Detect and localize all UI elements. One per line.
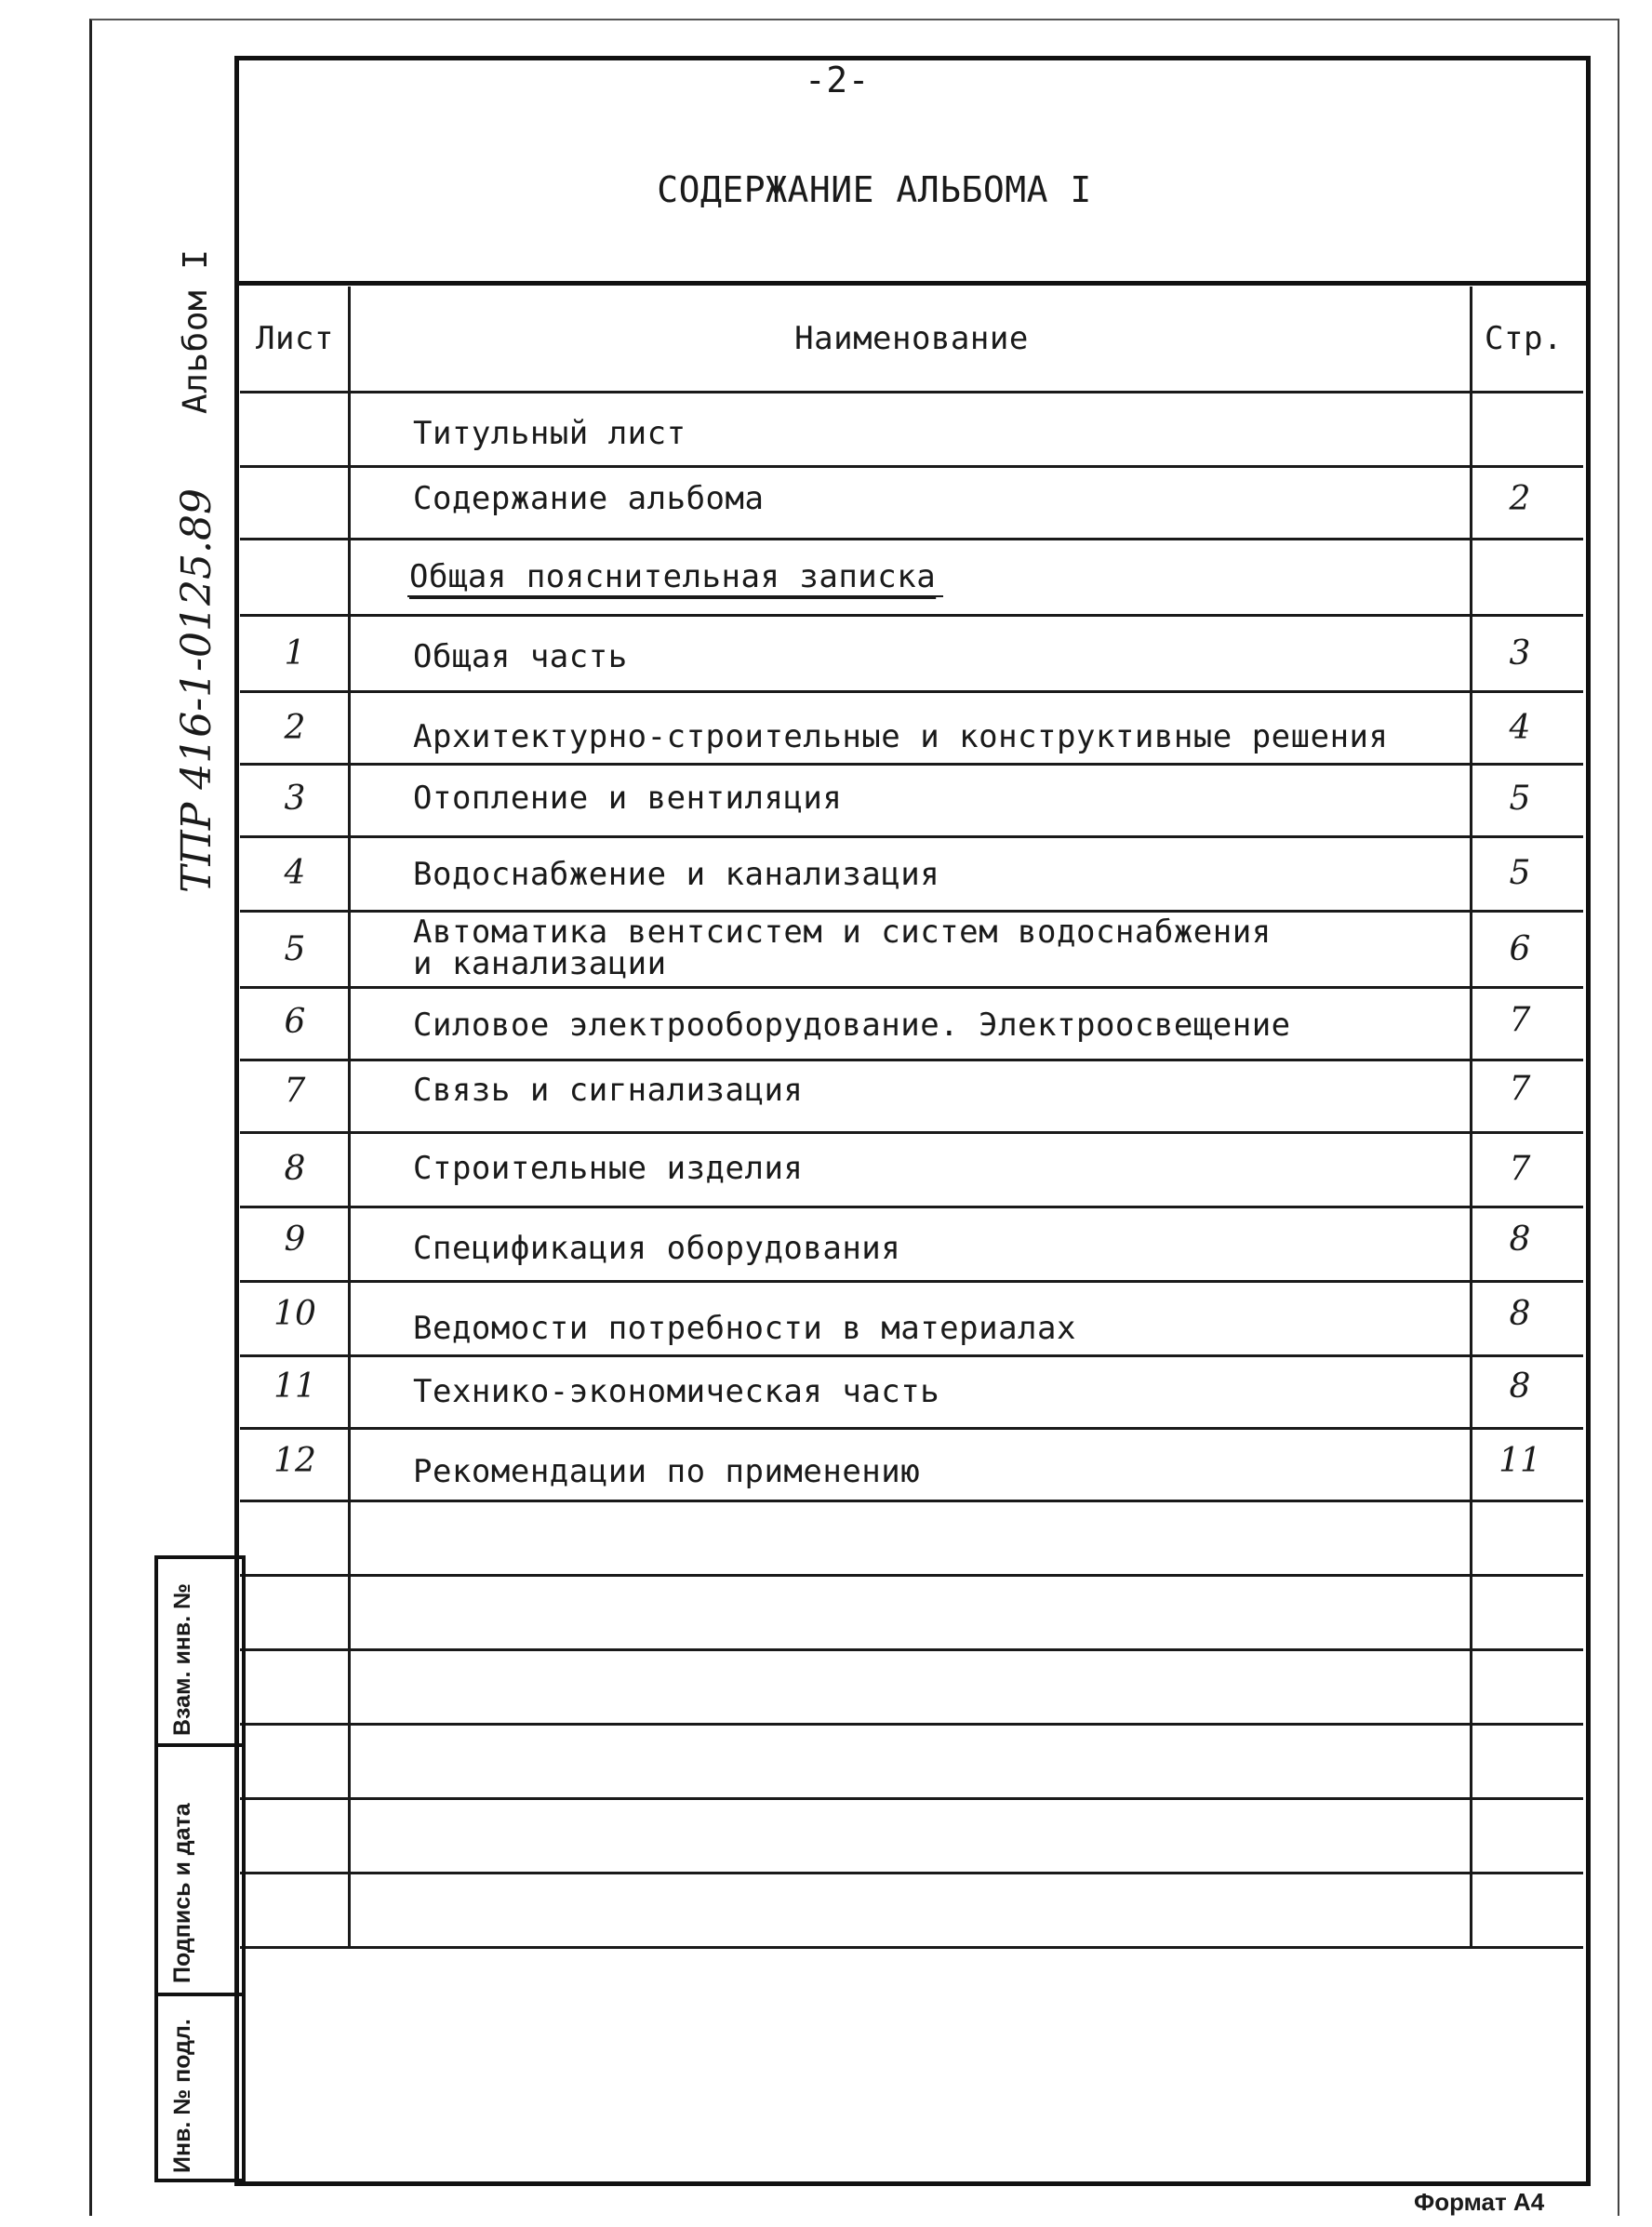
row-sheet: 7 [284,1072,306,1110]
row-page: 6 [1509,930,1531,968]
row-name: Связь и сигнализация [413,1072,804,1109]
row-sheet: 8 [284,1150,306,1188]
row-sheet: 11 [273,1367,316,1406]
format-label: Формат А4 [1414,2188,1545,2216]
table-row-divider [240,538,1583,540]
table-row-divider [240,1797,1583,1800]
stamp-replacement-inventory [154,1555,246,1747]
row-page: 8 [1509,1295,1531,1333]
row-page: 4 [1509,709,1531,747]
row-name: Силовое электрооборудование. Электроосвещение [413,1007,1291,1044]
header-separator [234,281,1591,286]
row-page: 7 [1509,1070,1531,1108]
table-row-divider [240,690,1583,693]
table-row-divider [240,1059,1583,1061]
row-name: Отопление и вентиляция [413,780,843,817]
row-sheet: 1 [284,634,306,673]
stamp-label-podpis: Подпись и дата [169,1803,195,1983]
table-row-divider [240,1946,1583,1949]
row-sheet: 2 [284,709,306,747]
table-row-divider [240,763,1583,766]
row-name: Автоматика вентсистем и систем водоснабжения [413,913,1272,951]
row-page: 7 [1509,1001,1531,1039]
row-sheet: 4 [284,854,306,892]
table-row-divider [240,1500,1583,1502]
row-name: Содержание альбома [413,480,765,517]
row-name: Строительные изделия [413,1150,804,1187]
section-heading: Общая пояснительная записка [409,558,937,595]
table-row-divider [240,1206,1583,1208]
row-name: Спецификация оборудования [413,1230,901,1267]
sheet-frame [234,56,1591,2186]
table-row-divider [240,835,1583,838]
row-name: Титульный лист [413,415,686,452]
table-row-divider [240,1574,1583,1577]
row-name: Технико-экономическая часть [413,1373,940,1410]
table-row-divider [240,1131,1583,1134]
side-code-label: ТПР 416-1-0125.89 [173,488,220,893]
table-column-divider [348,287,351,1946]
row-sheet: 5 [284,930,306,968]
row-page: 8 [1509,1367,1531,1406]
row-page: 11 [1499,1442,1541,1480]
row-sheet: 3 [284,780,306,818]
page-title: СОДЕРЖАНИЕ АЛЬБОМА I [657,169,1092,210]
row-name: Общая часть [413,638,628,675]
table-row-divider [240,614,1583,617]
table-row-divider [240,465,1583,468]
row-name: Водоснабжение и канализация [413,856,940,893]
row-name: Ведомости потребности в материалах [413,1310,1076,1347]
table-row-divider [240,1354,1583,1357]
column-header-page: Стр. [1485,320,1563,357]
column-header-sheet: Лист [256,320,334,357]
stamp-label-vzam: Взам. инв. № [169,1582,195,1736]
section-heading-underline [407,595,943,597]
table-row-divider [240,1872,1583,1874]
side-album-label: Альбом I [177,248,215,414]
row-name-continuation: и канализации [413,945,667,982]
row-page: 5 [1509,780,1531,818]
row-page: 7 [1509,1150,1531,1188]
table-row-divider [240,1280,1583,1283]
stamp-original-inventory [154,1993,246,2182]
stamp-signature-date [154,1740,246,1996]
table-row-divider [240,1723,1583,1726]
row-name: Рекомендации по применению [413,1453,921,1490]
table-column-divider [1470,287,1472,1946]
stamp-label-inv: Инв. № подл. [169,2019,195,2173]
table-row-divider [240,1427,1583,1430]
row-sheet: 12 [273,1442,316,1480]
column-header-name: Наименование [794,320,1029,357]
row-page: 5 [1509,854,1531,892]
table-row-divider [240,1648,1583,1651]
table-row-divider [240,391,1583,393]
table-row-divider [240,910,1583,913]
row-sheet: 9 [284,1220,306,1259]
table-row-divider [240,986,1583,989]
row-sheet: 6 [284,1003,306,1041]
row-page: 3 [1509,634,1531,673]
row-name: Архитектурно-строительные и конструктивные решения [413,718,1389,755]
page-number: -2- [804,60,871,100]
row-sheet: 10 [273,1295,316,1333]
row-page: 2 [1509,480,1531,518]
row-page: 8 [1509,1220,1531,1259]
